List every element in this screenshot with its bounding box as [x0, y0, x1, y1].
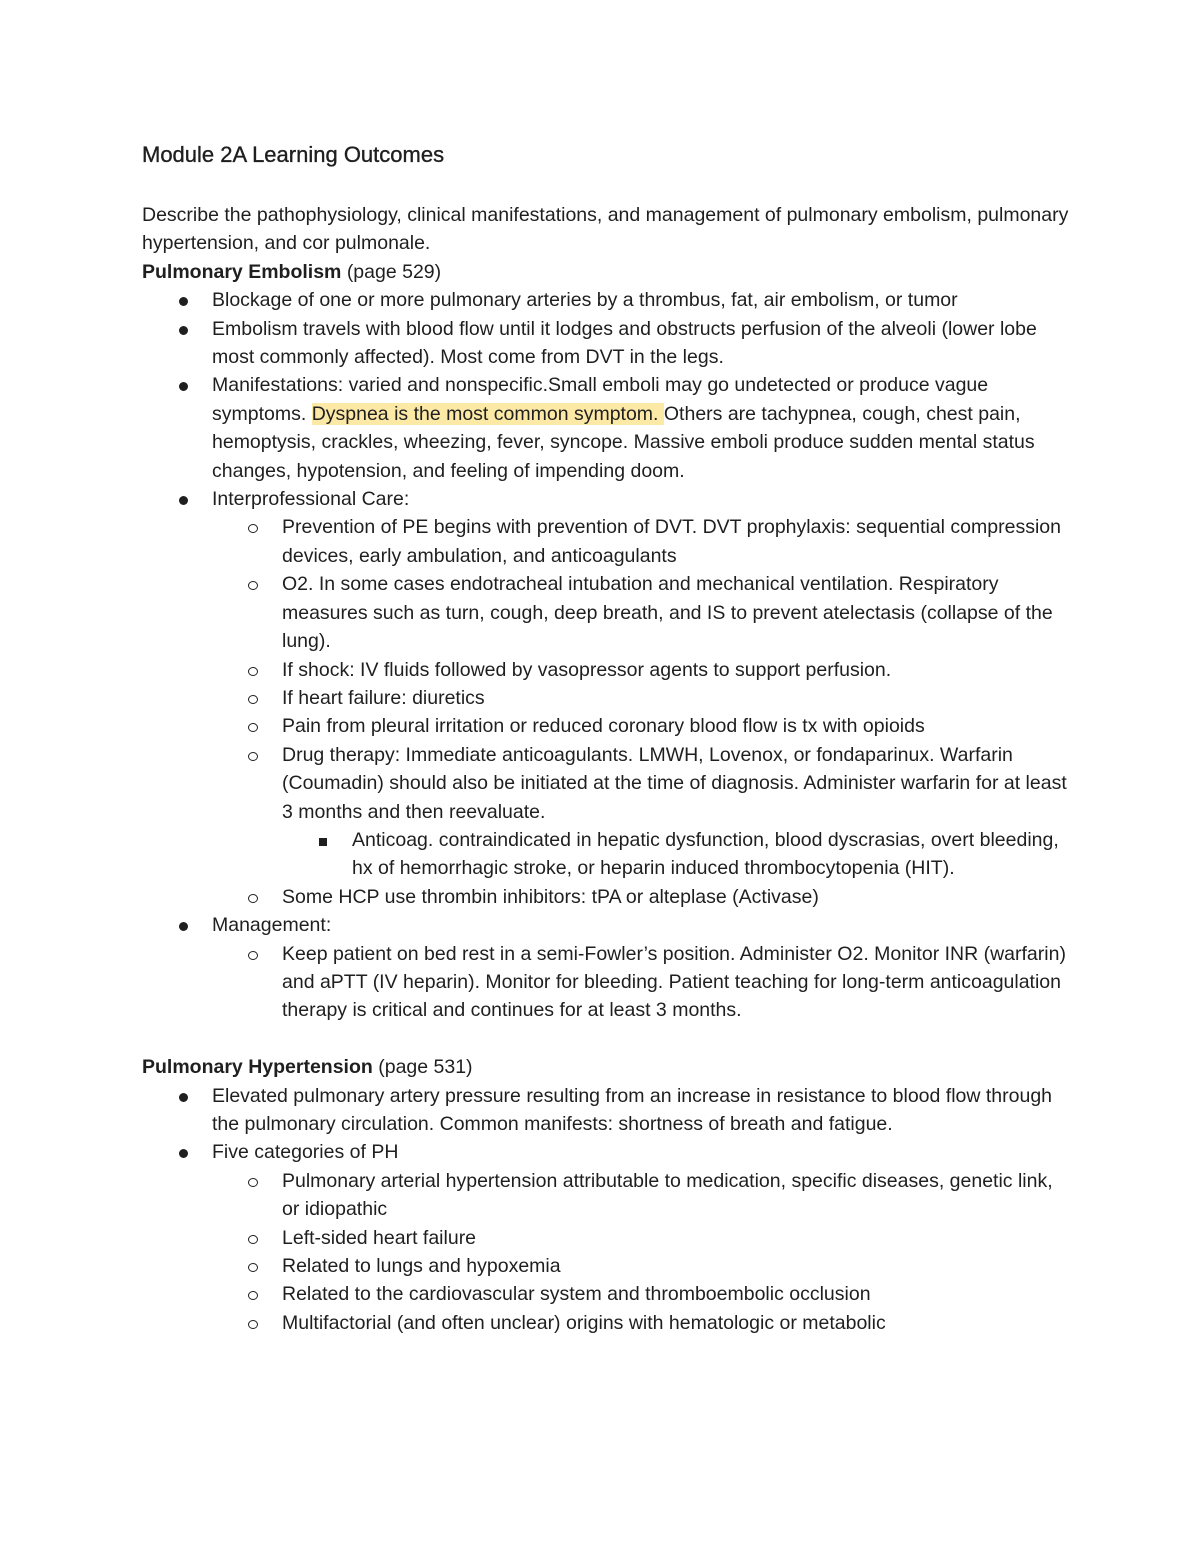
list-item [142, 1138, 1072, 1337]
paragraph-spacer [142, 1025, 1072, 1053]
sub-list-item-text: Pulmonary arterial hypertension attributable to medication, specific diseases, genetic link, or idiopathic [282, 1169, 1053, 1221]
circle-bullet-icon [243, 513, 263, 541]
sub-list-item [212, 570, 1072, 655]
sub-sub-list-item [282, 826, 1072, 883]
circle-bullet-icon [243, 1309, 263, 1337]
sub-list-item-text: Multifactorial (and often unclear) origins with hematologic or metabolic [282, 1311, 886, 1334]
manifestations-text-continued: Others are tachypnea, cough, chest pain, hemoptysis, crackles, wheezing, fever, syncope. Massive emboli produce sudden mental status changes, hypotension, and feeling of impending doom. [212, 402, 1035, 482]
circle-bullet-icon [243, 1252, 263, 1280]
circle-bullet-icon [243, 940, 263, 968]
bullet-icon [173, 286, 193, 314]
list-item [142, 371, 1072, 485]
sub-list-item [212, 1309, 1072, 1337]
circle-bullet-icon [243, 1167, 263, 1195]
intro-paragraph: Describe the pathophysiology, clinical manifestations, and management of pulmonary embolism, pulmonary hypertension, and cor pulmonale. [142, 204, 1069, 255]
sub-list-item [212, 684, 1072, 712]
bullet-icon [173, 315, 193, 343]
bullet-icon [173, 371, 193, 399]
list-item-text: Embolism travels with blood flow until it lodges and obstructs perfusion of the alveoli (lower lobe most commonly affected). Most come from DVT in the legs. [212, 317, 1037, 369]
bullet-icon [173, 485, 193, 513]
sub-list-item-text: Drug therapy: Immediate anticoagulants. LMWH, Lovenox, or fondaparinux. Warfarin (Coumadin) should also be initiated at the time of diagnosis. Administer warfarin for at least 3 months and then reevaluate. [282, 743, 1067, 823]
ph-categories-sub-list [212, 1167, 1072, 1337]
sub-list-item-text: Related to the cardiovascular system and thromboembolic occlusion [282, 1283, 871, 1306]
page-reference: (page 531) [378, 1056, 473, 1079]
list-item-text [212, 374, 1035, 481]
circle-bullet-icon [243, 883, 263, 911]
list-item-text: Elevated pulmonary artery pressure resulting from an increase in resistance to blood flow through the pulmonary circulation. Common manifests: shortness of breath and fatigue. [212, 1084, 1053, 1135]
document-body [142, 140, 1072, 1337]
circle-bullet-icon [243, 1224, 263, 1252]
drug-therapy-sub-list [282, 826, 1072, 883]
list-item [142, 286, 1072, 314]
sub-list-item-text: O2. In some cases endotracheal intubation and mechanical ventilation. Respiratory measures such as turn, cough, deep breath, and IS to prevent atelectasis (collapse of the lung). [282, 573, 1053, 653]
circle-bullet-icon [243, 656, 263, 684]
sub-list-item-text: Pain from pleural irritation or reduced coronary blood flow is tx with opioids [282, 715, 925, 738]
list-item-text: Management: [212, 914, 332, 937]
sub-list-item [212, 712, 1072, 740]
ph-bullet-list [142, 1082, 1072, 1338]
section-heading-pulmonary-hypertension [142, 1053, 1072, 1081]
sub-list-item [212, 940, 1072, 1025]
circle-bullet-icon [243, 684, 263, 712]
square-bullet-icon [313, 826, 333, 854]
circle-bullet-icon [243, 1280, 263, 1308]
sub-list-item-text: Keep patient on bed rest in a semi-Fowler’s position. Administer O2. Monitor INR (warfarin) and aPTT (IV heparin). Monitor for bleeding. Patient teaching for long-term anticoagulation therapy is critical and continues for at least 3 months. [282, 942, 1066, 1022]
sub-list-item-text: Prevention of PE begins with prevention of DVT. DVT prophylaxis: sequential compression devices, early ambulation, and anticoagulants [282, 516, 1061, 567]
document-title: Module 2A Learning Outcomes [142, 142, 445, 167]
sub-list-item [212, 1167, 1072, 1224]
sub-list-item [212, 1252, 1072, 1280]
management-sub-list [212, 940, 1072, 1025]
sub-list-item [212, 1280, 1072, 1308]
bullet-icon [173, 1082, 193, 1110]
list-item-text: Five categories of PH [212, 1141, 399, 1164]
pe-bullet-list [142, 286, 1072, 1025]
sub-list-item-text: Left-sided heart failure [282, 1226, 477, 1249]
sub-list-item [212, 1224, 1072, 1252]
section-title: Pulmonary Embolism [142, 260, 342, 283]
sub-list-item-text: Some HCP use thrombin inhibitors: tPA or alteplase (Activase) [282, 885, 819, 908]
manifestations-text: Manifestations: varied and nonspecific.Small emboli may go undetected or produce vague symptoms. [212, 374, 989, 425]
list-item-text: Interprofessional Care: [212, 488, 410, 511]
section-heading-pulmonary-embolism [142, 258, 1072, 286]
bullet-icon [173, 1138, 193, 1166]
sub-list-item-text: Related to lungs and hypoxemia [282, 1255, 561, 1278]
list-item [142, 1082, 1072, 1139]
circle-bullet-icon [243, 712, 263, 740]
sub-list-item [212, 656, 1072, 684]
circle-bullet-icon [243, 741, 263, 769]
sub-list-item [212, 741, 1072, 883]
interprofessional-sub-list [212, 513, 1072, 911]
sub-sub-list-item-text: Anticoag. contraindicated in hepatic dysfunction, blood dyscrasias, overt bleeding, hx of hemorrhagic stroke, or heparin induced thrombocytopenia (HIT). [352, 828, 1059, 880]
sub-list-item [212, 513, 1072, 570]
bullet-icon [173, 911, 193, 939]
page-reference: (page 529) [346, 260, 442, 283]
highlighted-text: Dyspnea is the most common symptom. [311, 402, 664, 425]
list-item [142, 485, 1072, 911]
list-item-text: Blockage of one or more pulmonary arteries by a thrombus, fat, air embolism, or tumor [212, 289, 958, 312]
circle-bullet-icon [243, 570, 263, 598]
list-item [142, 315, 1072, 372]
list-item [142, 911, 1072, 1025]
sub-list-item-text: If shock: IV fluids followed by vasopressor agents to support perfusion. [282, 658, 892, 681]
sub-list-item [212, 883, 1072, 911]
sub-list-item-text: If heart failure: diuretics [282, 686, 485, 709]
section-title: Pulmonary Hypertension [142, 1056, 373, 1079]
